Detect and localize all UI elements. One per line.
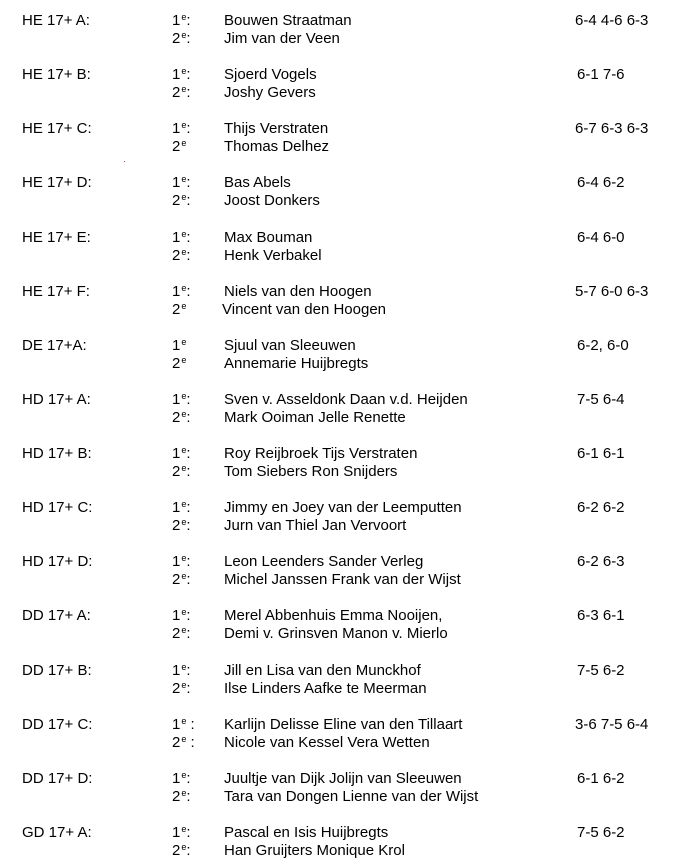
place-number: 1 (172, 66, 181, 83)
result-block (0, 389, 694, 429)
second-place-marker (172, 138, 186, 157)
place-separator: : (186, 607, 191, 624)
result-block (0, 10, 694, 50)
match-score: 6-7 6-3 6-3 (575, 120, 649, 137)
result-block (0, 64, 694, 104)
category-label: DD 17+ D: (22, 770, 93, 787)
category-label: HE 17+ D: (22, 174, 92, 191)
runner-up-name: Michel Janssen Frank van der Wijst (224, 571, 461, 588)
first-place-marker (172, 283, 191, 302)
place-separator: : (186, 229, 191, 246)
ordinal-suffix: e (181, 229, 187, 239)
place-number: 2 (172, 625, 181, 642)
runner-up-name: Nicole van Kessel Vera Wetten (224, 734, 430, 751)
runner-up-name: Han Gruijters Monique Krol (224, 842, 405, 859)
place-separator: : (186, 409, 191, 426)
place-number: 2 (172, 517, 181, 534)
ordinal-suffix: e (181, 84, 187, 94)
ordinal-suffix: e (181, 842, 187, 852)
place-separator: : (186, 824, 191, 841)
first-place-marker (172, 12, 191, 31)
winner-name: Sjuul van Sleeuwen (224, 337, 356, 354)
first-place-marker (172, 66, 191, 85)
category-label: DD 17+ C: (22, 716, 93, 733)
category-label: HE 17+ F: (22, 283, 90, 300)
runner-up-name: Ilse Linders Aafke te Meerman (224, 680, 427, 697)
runner-up-name: Thomas Delhez (224, 138, 330, 155)
place-number: 1 (172, 120, 181, 137)
place-number: 2 (172, 84, 181, 101)
place-number: 1 (172, 499, 181, 516)
ordinal-suffix: e (181, 337, 187, 347)
second-place-marker (172, 625, 191, 644)
category-label: HD 17+ D: (22, 553, 93, 570)
ordinal-suffix: e (181, 770, 187, 780)
category-label: GD 17+ A: (22, 824, 92, 841)
second-place-marker (172, 192, 191, 211)
place-number: 2 (172, 571, 181, 588)
winner-name: Jimmy en Joey van der Leemputten (224, 499, 462, 516)
result-block (0, 497, 694, 537)
place-number: 1 (172, 553, 181, 570)
second-place-marker (172, 463, 191, 482)
ordinal-suffix: e (181, 355, 187, 365)
runner-up-name: Jim van der Veen (224, 30, 340, 47)
runner-up-name: Tom Siebers Ron Snijders (224, 463, 398, 480)
ordinal-suffix: e (181, 517, 187, 527)
second-place-marker (172, 571, 191, 590)
place-number: 2 (172, 842, 181, 859)
place-separator: : (186, 12, 191, 29)
first-place-marker (172, 391, 191, 410)
first-place-marker (172, 662, 191, 681)
ordinal-suffix: e (181, 445, 187, 455)
first-place-marker (172, 824, 191, 843)
runner-up-name: Demi v. Grinsven Manon v. Mierlo (224, 625, 448, 642)
winner-name: Thijs Verstraten (224, 120, 329, 137)
winner-name: Bas Abels (224, 174, 291, 191)
match-score: 6-4 4-6 6-3 (575, 12, 649, 29)
place-number: 1 (172, 662, 181, 679)
match-score: 6-1 6-1 (577, 445, 625, 462)
place-number: 2 (172, 788, 181, 805)
place-separator: : (186, 499, 191, 516)
ordinal-suffix: e (181, 607, 187, 617)
winner-name: Sven v. Asseldonk Daan v.d. Heijden (224, 391, 468, 408)
place-separator: : (186, 174, 191, 191)
ordinal-suffix: e (181, 824, 187, 834)
ordinal-suffix: e (181, 174, 187, 184)
place-number: 2 (172, 192, 181, 209)
place-number: 2 (172, 355, 181, 372)
ordinal-suffix: e (181, 680, 187, 690)
result-block (0, 172, 694, 212)
place-number: 2 (172, 247, 181, 264)
place-separator: : (186, 391, 191, 408)
stray-mark (124, 161, 125, 162)
place-separator: : (186, 788, 191, 805)
result-block (0, 281, 694, 321)
place-number: 1 (172, 283, 181, 300)
match-score: 6-2, 6-0 (577, 337, 629, 354)
winner-name: Niels van den Hoogen (224, 283, 372, 300)
ordinal-suffix: e (181, 716, 187, 726)
place-number: 1 (172, 391, 181, 408)
runner-up-name: Tara van Dongen Lienne van der Wijst (224, 788, 479, 805)
second-place-marker (172, 30, 191, 49)
category-label: DE 17+A: (22, 337, 87, 354)
first-place-marker (172, 229, 191, 248)
place-number: 1 (172, 824, 181, 841)
match-score: 7-5 6-4 (577, 391, 625, 408)
place-separator: : (186, 662, 191, 679)
place-separator: : (186, 463, 191, 480)
runner-up-name: Mark Ooiman Jelle Renette (224, 409, 406, 426)
first-place-marker (172, 499, 191, 518)
ordinal-suffix: e (181, 247, 187, 257)
winner-name: Jill en Lisa van den Munckhof (224, 662, 421, 679)
winner-name: Karlijn Delisse Eline van den Tillaart (224, 716, 463, 733)
place-number: 1 (172, 337, 181, 354)
place-separator: : (186, 571, 191, 588)
ordinal-suffix: e (181, 625, 187, 635)
match-score: 6-3 6-1 (577, 607, 625, 624)
winner-name: Sjoerd Vogels (224, 66, 317, 83)
category-label: HE 17+ E: (22, 229, 91, 246)
second-place-marker (172, 842, 191, 861)
runner-up-name: Vincent van den Hoogen (222, 301, 387, 318)
match-score: 5-7 6-0 6-3 (575, 283, 649, 300)
place-number: 2 (172, 463, 181, 480)
runner-up-name: Joost Donkers (224, 192, 320, 209)
runner-up-name: Annemarie Huijbregts (224, 355, 369, 372)
category-label: HE 17+ C: (22, 120, 92, 137)
first-place-marker (172, 770, 191, 789)
match-score: 7-5 6-2 (577, 662, 625, 679)
first-place-marker (172, 120, 191, 139)
place-separator: : (186, 30, 191, 47)
winner-name: Pascal en Isis Huijbregts (224, 824, 389, 841)
runner-up-name: Henk Verbakel (224, 247, 322, 264)
winner-name: Leon Leenders Sander Verleg (224, 553, 424, 570)
place-separator: : (186, 553, 191, 570)
place-separator: : (186, 716, 195, 733)
match-score: 6-4 6-0 (577, 229, 625, 246)
place-number: 2 (172, 409, 181, 426)
second-place-marker (172, 409, 191, 428)
match-score: 6-2 6-2 (577, 499, 625, 516)
first-place-marker (172, 716, 195, 735)
place-number: 1 (172, 770, 181, 787)
place-number: 2 (172, 301, 181, 318)
second-place-marker (172, 734, 195, 753)
result-block (0, 822, 694, 862)
result-block (0, 714, 694, 754)
place-separator: : (186, 283, 191, 300)
category-label: DD 17+ B: (22, 662, 92, 679)
winner-name: Merel Abbenhuis Emma Nooijen, (224, 607, 443, 624)
ordinal-suffix: e (181, 192, 187, 202)
place-separator: : (186, 192, 191, 209)
place-number: 1 (172, 607, 181, 624)
ordinal-suffix: e (181, 463, 187, 473)
place-separator: : (186, 842, 191, 859)
place-separator: : (186, 84, 191, 101)
place-separator: : (186, 247, 191, 264)
result-block (0, 118, 694, 158)
category-label: DD 17+ A: (22, 607, 91, 624)
match-score: 6-4 6-2 (577, 174, 625, 191)
runner-up-name: Joshy Gevers (224, 84, 316, 101)
first-place-marker (172, 445, 191, 464)
place-separator: : (186, 120, 191, 137)
place-separator: : (186, 680, 191, 697)
place-separator: : (186, 770, 191, 787)
place-number: 2 (172, 680, 181, 697)
ordinal-suffix: e (181, 499, 187, 509)
category-label: HE 17+ B: (22, 66, 91, 83)
category-label: HD 17+ A: (22, 391, 91, 408)
ordinal-suffix: e (181, 788, 187, 798)
ordinal-suffix: e (181, 391, 187, 401)
place-number: 2 (172, 138, 181, 155)
place-separator: : (186, 445, 191, 462)
second-place-marker (172, 301, 186, 320)
result-block (0, 443, 694, 483)
ordinal-suffix: e (181, 283, 187, 293)
winner-name: Juultje van Dijk Jolijn van Sleeuwen (224, 770, 462, 787)
ordinal-suffix: e (181, 662, 187, 672)
second-place-marker (172, 84, 191, 103)
ordinal-suffix: e (181, 138, 187, 148)
place-number: 1 (172, 229, 181, 246)
place-separator: : (186, 517, 191, 534)
category-label: HE 17+ A: (22, 12, 90, 29)
ordinal-suffix: e (181, 66, 187, 76)
ordinal-suffix: e (181, 30, 187, 40)
ordinal-suffix: e (181, 553, 187, 563)
first-place-marker (172, 553, 191, 572)
ordinal-suffix: e (181, 12, 187, 22)
ordinal-suffix: e (181, 734, 187, 744)
second-place-marker (172, 247, 191, 266)
place-number: 2 (172, 734, 181, 751)
second-place-marker (172, 788, 191, 807)
place-number: 2 (172, 30, 181, 47)
place-separator: : (186, 66, 191, 83)
place-separator: : (186, 734, 195, 751)
winner-name: Bouwen Straatman (224, 12, 352, 29)
first-place-marker (172, 607, 191, 626)
match-score: 6-1 6-2 (577, 770, 625, 787)
result-block (0, 660, 694, 700)
result-block (0, 335, 694, 375)
place-number: 1 (172, 12, 181, 29)
result-block (0, 551, 694, 591)
match-score: 3-6 7-5 6-4 (575, 716, 649, 733)
runner-up-name: Jurn van Thiel Jan Vervoort (224, 517, 407, 534)
place-separator: : (186, 625, 191, 642)
ordinal-suffix: e (181, 409, 187, 419)
winner-name: Roy Reijbroek Tijs Verstraten (224, 445, 418, 462)
match-score: 6-2 6-3 (577, 553, 625, 570)
match-score: 6-1 7-6 (577, 66, 625, 83)
second-place-marker (172, 680, 191, 699)
winner-name: Max Bouman (224, 229, 313, 246)
category-label: HD 17+ B: (22, 445, 92, 462)
place-number: 1 (172, 445, 181, 462)
ordinal-suffix: e (181, 301, 187, 311)
result-block (0, 227, 694, 267)
ordinal-suffix: e (181, 571, 187, 581)
match-score: 7-5 6-2 (577, 824, 625, 841)
first-place-marker (172, 337, 186, 356)
result-block (0, 605, 694, 645)
second-place-marker (172, 355, 186, 374)
second-place-marker (172, 517, 191, 536)
place-number: 1 (172, 174, 181, 191)
place-number: 1 (172, 716, 181, 733)
ordinal-suffix: e (181, 120, 187, 130)
category-label: HD 17+ C: (22, 499, 93, 516)
result-block (0, 768, 694, 808)
first-place-marker (172, 174, 191, 193)
